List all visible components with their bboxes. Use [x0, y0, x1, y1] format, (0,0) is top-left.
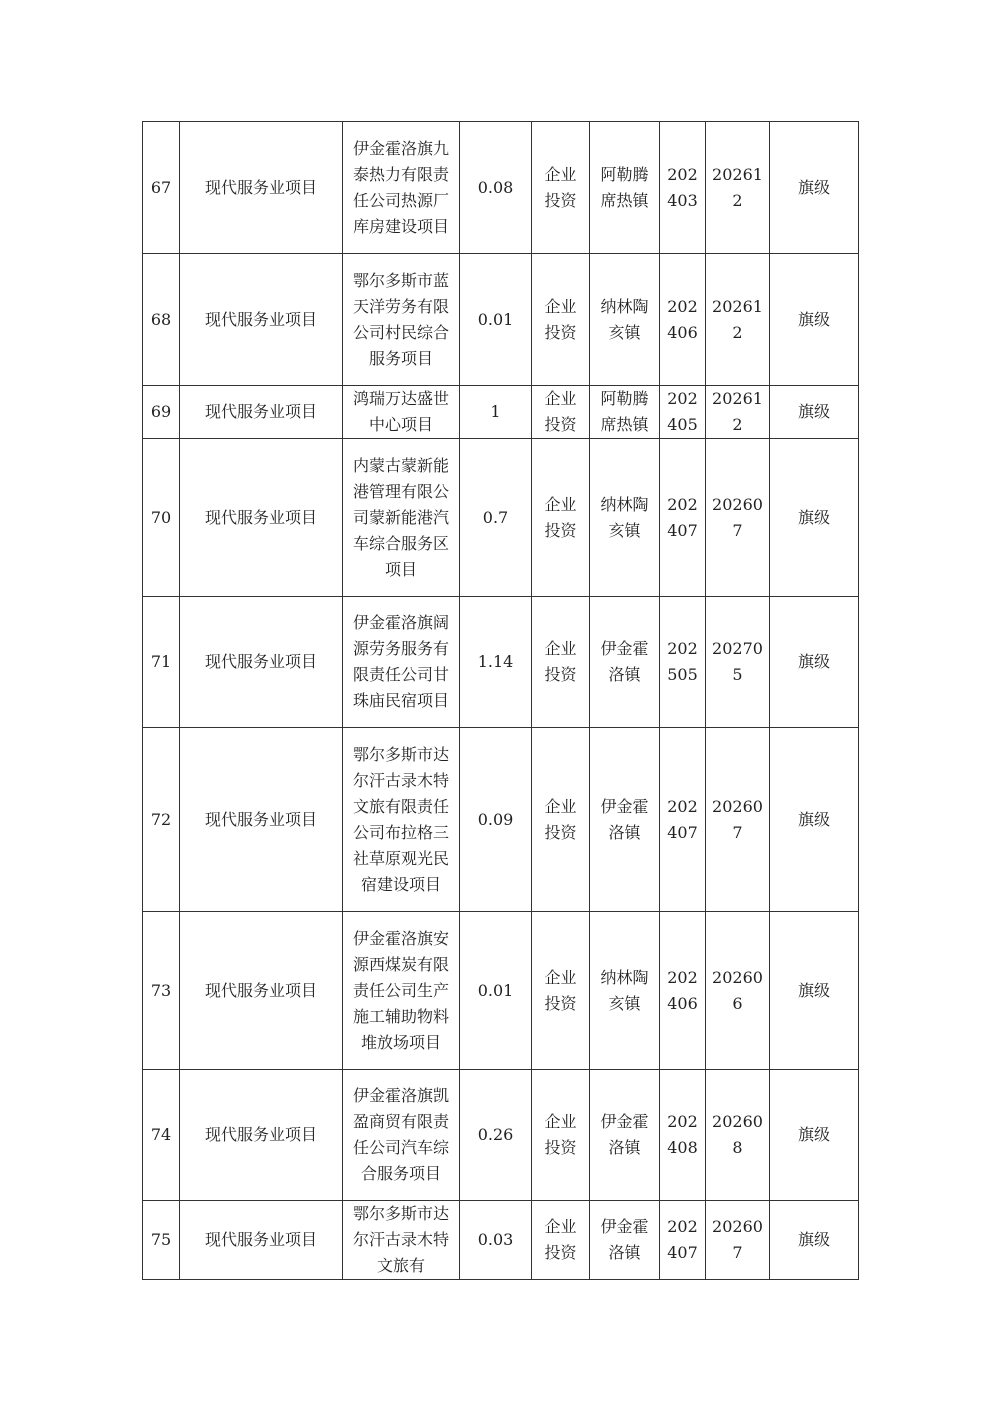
investment-amount: 0.7 [460, 439, 532, 597]
project-category: 现代服务业项目 [180, 912, 343, 1070]
end-date: 20260 7 [706, 439, 770, 597]
project-level: 旗级 [770, 912, 859, 1070]
project-location: 伊金霍 洛镇 [590, 597, 660, 728]
table-row [143, 122, 859, 254]
project-name: 鄂尔多斯市达 尔汗古录木特 文旅有限责任 公司布拉格三 社草原观光民 宿建设项目 [343, 728, 460, 912]
project-table [142, 121, 859, 1280]
project-category: 现代服务业项目 [180, 728, 343, 912]
table-row [143, 1070, 859, 1201]
investment-amount: 0.08 [460, 122, 532, 254]
table-row [143, 597, 859, 728]
start-date: 202 405 [660, 386, 706, 439]
start-date: 202 403 [660, 122, 706, 254]
investment-amount: 0.26 [460, 1070, 532, 1201]
end-date: 20270 5 [706, 597, 770, 728]
project-category: 现代服务业项目 [180, 386, 343, 439]
investment-amount: 0.01 [460, 912, 532, 1070]
project-location: 纳林陶 亥镇 [590, 912, 660, 1070]
investment-amount: 0.03 [460, 1201, 532, 1280]
project-category: 现代服务业项目 [180, 122, 343, 254]
investment-amount: 0.01 [460, 254, 532, 386]
end-date: 20261 2 [706, 122, 770, 254]
project-name: 伊金霍洛旗阔 源劳务服务有 限责任公司甘 珠庙民宿项目 [343, 597, 460, 728]
investment-type: 企业 投资 [532, 912, 590, 1070]
project-location: 伊金霍 洛镇 [590, 728, 660, 912]
project-name: 伊金霍洛旗安 源西煤炭有限 责任公司生产 施工辅助物料 堆放场项目 [343, 912, 460, 1070]
project-level: 旗级 [770, 386, 859, 439]
project-category: 现代服务业项目 [180, 254, 343, 386]
project-level: 旗级 [770, 1070, 859, 1201]
investment-type: 企业 投资 [532, 597, 590, 728]
end-date: 20261 2 [706, 254, 770, 386]
row-number: 74 [143, 1070, 180, 1201]
start-date: 202 407 [660, 1201, 706, 1280]
project-location: 伊金霍 洛镇 [590, 1201, 660, 1280]
project-category: 现代服务业项目 [180, 597, 343, 728]
project-name: 内蒙古蒙新能 港管理有限公 司蒙新能港汽 车综合服务区 项目 [343, 439, 460, 597]
investment-type: 企业 投资 [532, 1070, 590, 1201]
project-category: 现代服务业项目 [180, 439, 343, 597]
row-number: 68 [143, 254, 180, 386]
project-name: 伊金霍洛旗九 泰热力有限责 任公司热源厂 库房建设项目 [343, 122, 460, 254]
table-row [143, 439, 859, 597]
table-row [143, 1201, 859, 1280]
end-date: 20260 7 [706, 1201, 770, 1280]
start-date: 202 407 [660, 728, 706, 912]
project-category: 现代服务业项目 [180, 1070, 343, 1201]
project-location: 纳林陶 亥镇 [590, 439, 660, 597]
start-date: 202 408 [660, 1070, 706, 1201]
table-row [143, 728, 859, 912]
investment-type: 企业 投资 [532, 122, 590, 254]
end-date: 20260 8 [706, 1070, 770, 1201]
investment-type: 企业 投资 [532, 386, 590, 439]
investment-amount: 1 [460, 386, 532, 439]
project-category: 现代服务业项目 [180, 1201, 343, 1280]
project-level: 旗级 [770, 122, 859, 254]
project-location: 阿勒腾 席热镇 [590, 122, 660, 254]
investment-type: 企业 投资 [532, 439, 590, 597]
project-level: 旗级 [770, 439, 859, 597]
investment-amount: 0.09 [460, 728, 532, 912]
row-number: 75 [143, 1201, 180, 1280]
table-row [143, 912, 859, 1070]
row-number: 70 [143, 439, 180, 597]
start-date: 202 407 [660, 439, 706, 597]
project-location: 纳林陶 亥镇 [590, 254, 660, 386]
row-number: 71 [143, 597, 180, 728]
project-name: 鄂尔多斯市蓝 天洋劳务有限 公司村民综合 服务项目 [343, 254, 460, 386]
table-row [143, 254, 859, 386]
project-level: 旗级 [770, 597, 859, 728]
project-level: 旗级 [770, 1201, 859, 1280]
project-name: 鸿瑞万达盛世 中心项目 [343, 386, 460, 439]
end-date: 20260 6 [706, 912, 770, 1070]
project-level: 旗级 [770, 254, 859, 386]
project-name: 鄂尔多斯市达 尔汗古录木特 文旅有 [343, 1201, 460, 1280]
table-row [143, 386, 859, 439]
investment-type: 企业 投资 [532, 254, 590, 386]
project-name: 伊金霍洛旗凯 盈商贸有限责 任公司汽车综 合服务项目 [343, 1070, 460, 1201]
row-number: 67 [143, 122, 180, 254]
row-number: 73 [143, 912, 180, 1070]
end-date: 20260 7 [706, 728, 770, 912]
project-location: 伊金霍 洛镇 [590, 1070, 660, 1201]
investment-type: 企业 投资 [532, 728, 590, 912]
row-number: 72 [143, 728, 180, 912]
project-level: 旗级 [770, 728, 859, 912]
table-body [143, 122, 859, 1280]
investment-amount: 1.14 [460, 597, 532, 728]
project-location: 阿勒腾 席热镇 [590, 386, 660, 439]
start-date: 202 406 [660, 254, 706, 386]
start-date: 202 505 [660, 597, 706, 728]
start-date: 202 406 [660, 912, 706, 1070]
investment-type: 企业 投资 [532, 1201, 590, 1280]
row-number: 69 [143, 386, 180, 439]
end-date: 20261 2 [706, 386, 770, 439]
